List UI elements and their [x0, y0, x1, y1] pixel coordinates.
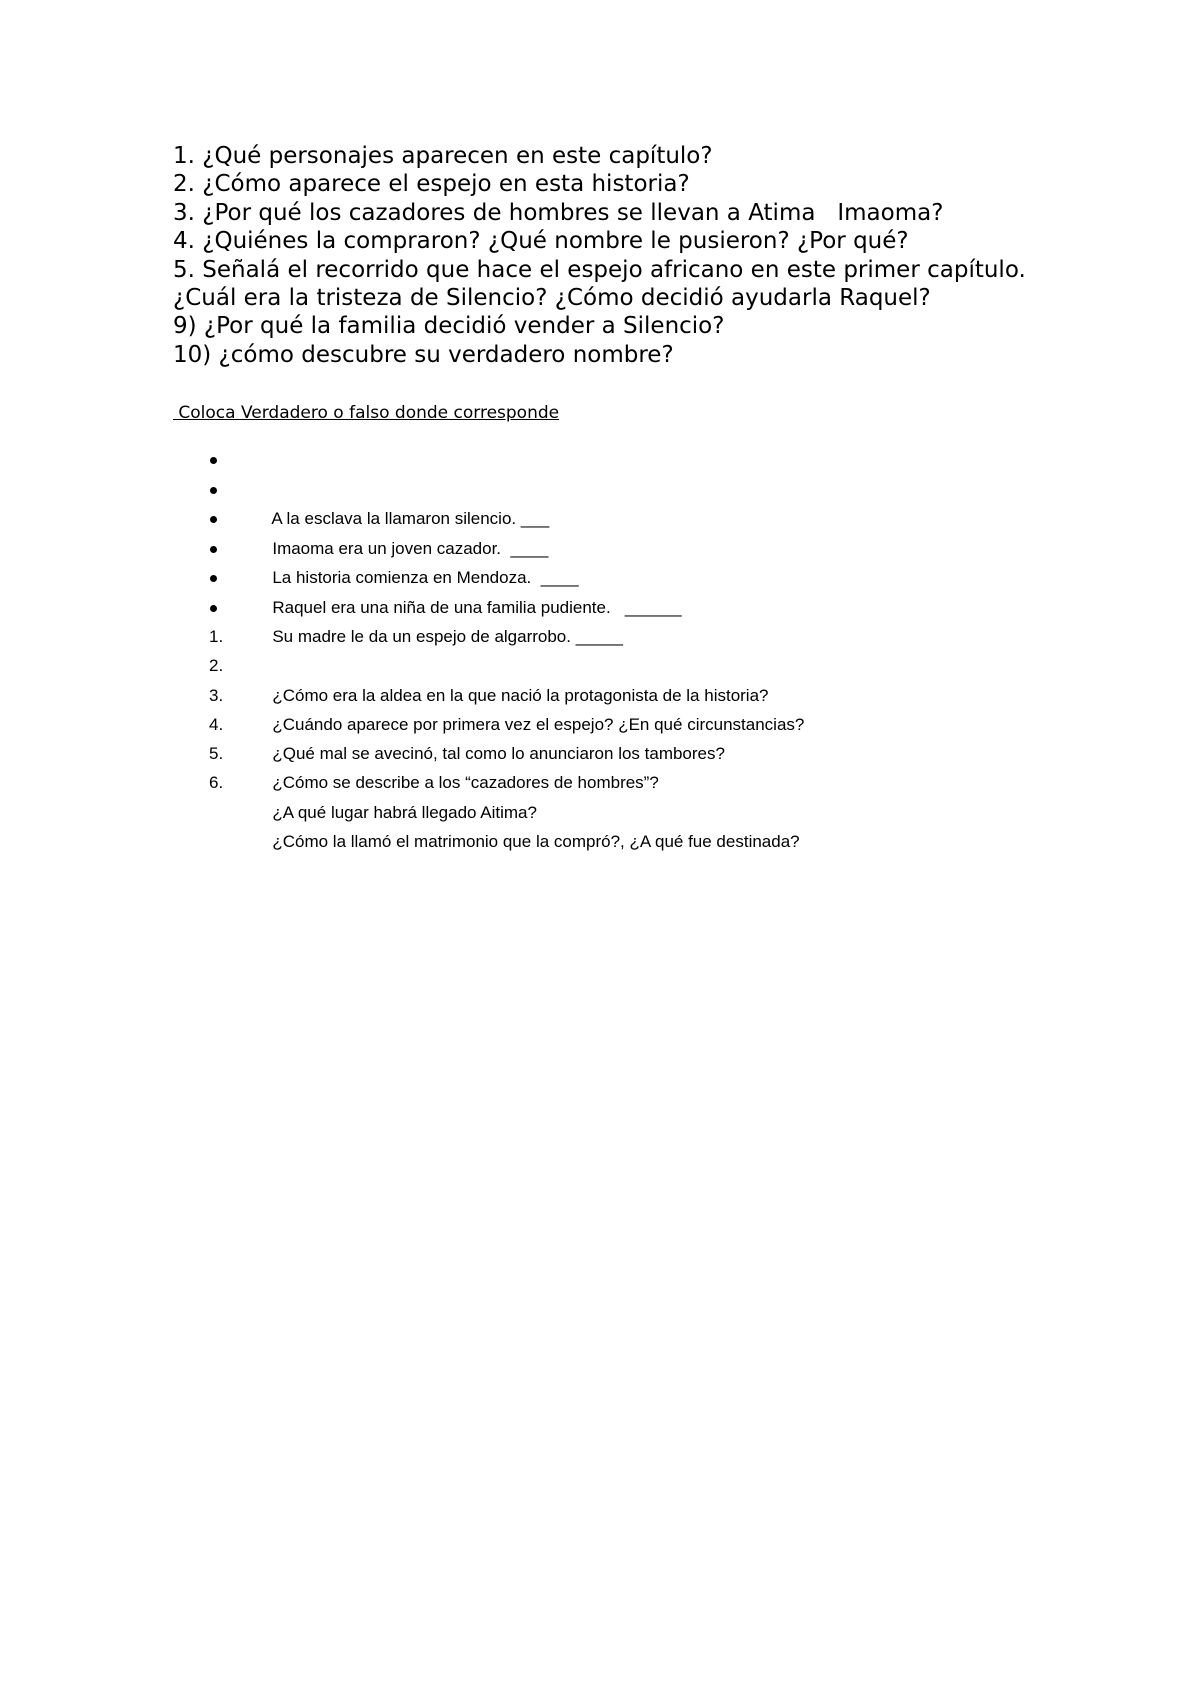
item-number: 1. [209, 627, 224, 646]
question-item: 10) ¿cómo descubre su verdadero nombre? [173, 341, 674, 368]
true-false-text: Su madre le da un espejo de algarrobo. _____ [272, 627, 623, 646]
question-item: 2. ¿Cómo aparece el espejo en esta historia? [173, 171, 690, 198]
true-false-heading: Coloca Verdadero o falso donde corresponde [173, 403, 560, 423]
item-number: 4. [209, 714, 224, 734]
true-false-list [204, 445, 682, 646]
true-false-text: A la esclava la llamaron silencio. ___ [271, 509, 550, 528]
comprehension-text: ¿Qué mal se avecinó, tal como lo anunciaron los tambores? [272, 744, 725, 764]
question-item: 3. ¿Por qué los cazadores de hombres se llevan a Atima Imaoma? [173, 199, 944, 226]
question-item: ¿Cuál era la tristeza de Silencio? ¿Cómo decidió ayudarla Raquel? [173, 285, 931, 312]
bullet-icon [210, 516, 217, 523]
true-false-text: Raquel era una niña de una familia pudiente. ______ [272, 597, 682, 617]
bullet-icon [210, 575, 217, 582]
comprehension-text: ¿Cómo era la aldea en la que nació la protagonista de la historia? [272, 685, 769, 705]
true-false-item [204, 445, 682, 528]
question-item: 5. Señalá el recorrido que hace el espejo africano en este primer capítulo. [173, 256, 1026, 283]
true-false-text: Imaoma era un joven cazador. ____ [272, 538, 549, 558]
question-item: 9) ¿Por qué la familia decidió vender a Silencio? [173, 313, 725, 340]
question-item: 4. ¿Quiénes la compraron? ¿Qué nombre le pusieron? ¿Por qué? [173, 228, 909, 255]
comprehension-list [204, 622, 805, 852]
bullet-icon [210, 605, 217, 612]
item-number: 2. [209, 656, 224, 676]
comprehension-item [204, 622, 804, 705]
bullet-icon [210, 457, 217, 464]
true-false-item [204, 593, 682, 623]
comprehension-text: ¿A qué lugar habrá llegado Aitima? [272, 802, 537, 822]
item-number: 6. [209, 773, 224, 793]
comprehension-text: ¿Cuándo aparece por primera vez el espejo? ¿En qué circunstancias? [272, 714, 805, 734]
comprehension-text: ¿Cómo se describe a los “cazadores de hombres”? [272, 773, 659, 793]
item-number: 5. [209, 744, 224, 764]
question-list [173, 142, 1033, 369]
bullet-icon [210, 546, 217, 553]
item-number: 3. [209, 685, 224, 705]
true-false-text: La historia comienza en Mendoza. ____ [272, 568, 579, 587]
comprehension-text: ¿Cómo la llamó el matrimonio que la compró?, ¿A qué fue destinada? [272, 832, 800, 852]
question-item: 1. ¿Qué personajes aparecen en este capítulo? [173, 143, 713, 169]
bullet-icon [210, 487, 217, 494]
